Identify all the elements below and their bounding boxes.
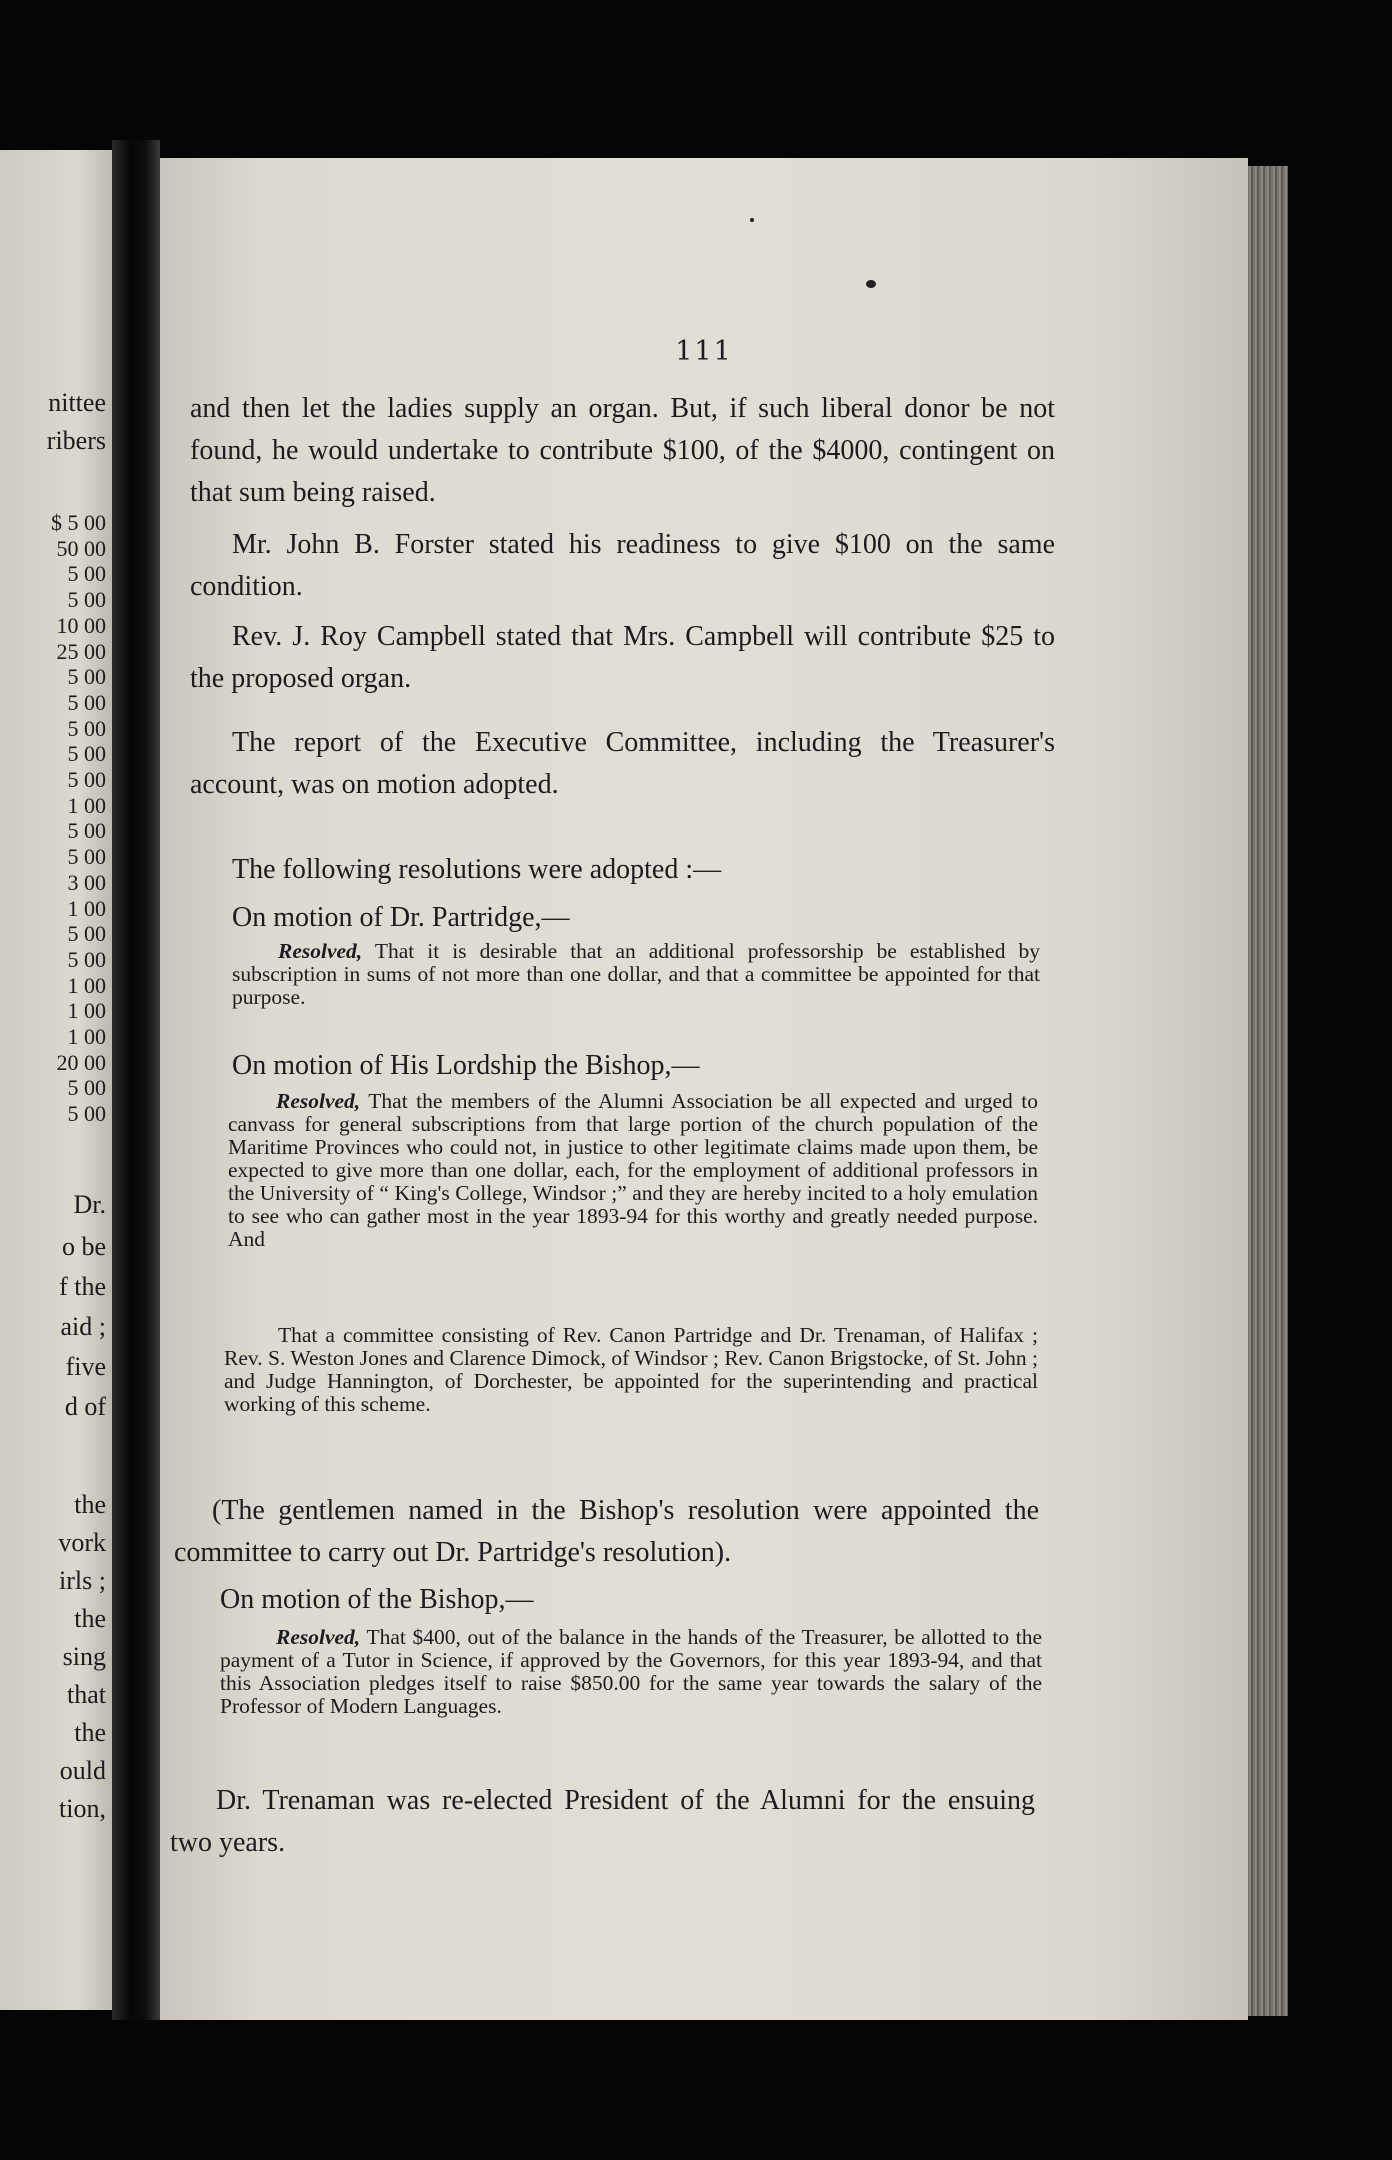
left-amount: 5 00	[67, 689, 106, 715]
left-amount: 5 00	[67, 561, 106, 587]
left-amount: 1 00	[67, 895, 106, 921]
main-page	[160, 158, 1248, 2020]
left-amount: 50 00	[56, 535, 106, 561]
resolution-1-text: That it is desirable that an additional professorship be established by subscription in sums of not more than one dollar, and that a committee be appointed for that purpose.	[232, 939, 1040, 1009]
motion-bishop-2: On motion of the Bishop,—	[220, 1584, 534, 1615]
left-line: five	[65, 1352, 106, 1381]
left-amount: 3 00	[67, 869, 106, 895]
left-line: o be	[61, 1232, 106, 1261]
left-amount: 5 00	[67, 587, 106, 613]
motion-partridge: On motion of Dr. Partridge,—	[232, 902, 570, 933]
left-amount: 25 00	[56, 638, 106, 664]
left-amount: 5 00	[67, 1075, 106, 1101]
paragraph-3: Rev. J. Roy Campbell stated that Mrs. Campbell will contribute $25 to the proposed organ.	[190, 621, 1055, 694]
left-line: aid ;	[60, 1312, 106, 1341]
resolution-2	[228, 1090, 1038, 1251]
resolutions-intro: The following resolutions were adopted :—	[232, 854, 722, 885]
resolution-1	[232, 940, 1040, 1009]
left-line: sing	[62, 1642, 106, 1671]
paragraph-4: The report of the Executive Committee, including the Treasurer's account, was on motion adopted.	[190, 727, 1055, 800]
left-amount: 20 00	[56, 1049, 106, 1075]
left-amount: 5 00	[67, 664, 106, 690]
resolution-2-committee: That a committee consisting of Rev. Canon Partridge and Dr. Trenaman, of Halifax ; Rev. S. Weston Jones and Clarence Dimock, of Windsor ; Rev. Canon Brigstocke, of St. John ; and Judge Hannington, of Dorchester, be appointed for the superintending and practical working of this scheme.	[224, 1323, 1038, 1416]
left-amount: 1 00	[67, 998, 106, 1024]
resolution-2-text: That the members of the Alumni Association be all expected and urged to canvass for general subscriptions from that large portion of the church population of the Maritime Provinces who could not, in justice to other legitimate claims made upon them, be expected to give more than one dollar, each, for the employment of additional professors in the University of “ King's College, Windsor ;” and they are hereby incited to a holy emulation to see who can gather most in the year 1893-94 for this worthy and greatly needed purpose. And	[228, 1089, 1038, 1251]
left-amount: 5 00	[67, 844, 106, 870]
left-amount: 5 00	[67, 921, 106, 947]
paragraph-1: and then let the ladies supply an organ. But, if such liberal donor be not found, he would undertake to contribute $100, of the $4000, contingent on that sum being raised.	[190, 393, 1055, 508]
left-amount: 5 00	[67, 741, 106, 767]
left-line: d of	[64, 1392, 106, 1421]
left-amount: 5 00	[67, 715, 106, 741]
left-line: that	[67, 1680, 106, 1709]
left-line: Dr.	[73, 1190, 106, 1219]
left-amount: 5 00	[67, 1101, 106, 1127]
left-line: f the	[59, 1272, 106, 1301]
paragraph-president: Dr. Trenaman was re-elected President of the Alumni for the ensuing two years.	[170, 1785, 1035, 1858]
page-number: 111	[675, 336, 733, 367]
book-gutter	[112, 140, 160, 2020]
left-amount: 1 00	[67, 792, 106, 818]
motion-bishop: On motion of His Lordship the Bishop,—	[232, 1050, 700, 1081]
left-line: the	[74, 1490, 106, 1519]
left-line: the	[74, 1718, 106, 1747]
resolved-label: Resolved,	[278, 939, 363, 963]
resolution-3	[220, 1626, 1042, 1718]
left-amount: 1 00	[67, 1024, 106, 1049]
left-line: vork	[58, 1528, 106, 1557]
left-amount: 5 00	[67, 946, 106, 972]
left-amount: 1 00	[67, 972, 106, 998]
resolution-3-text: That $400, out of the balance in the hands of the Treasurer, be allotted to the payment of a Tutor in Science, if approved by the Governors, for this year 1893-94, and that this Association pledges itself to raise $850.00 for the same year towards the salary of the Professor of Modern Languages.	[220, 1625, 1042, 1718]
resolved-label: Resolved,	[276, 1625, 361, 1649]
paragraph-2: Mr. John B. Forster stated his readiness to give $100 on the same condition.	[190, 529, 1055, 602]
left-amount: 5 00	[67, 767, 106, 792]
resolved-label: Resolved,	[276, 1089, 361, 1113]
page-edges	[1248, 166, 1288, 2016]
left-amount: $ 5 00	[51, 510, 106, 535]
left-line: the	[74, 1604, 106, 1633]
left-line: nittee	[48, 388, 106, 417]
left-amount: 10 00	[56, 612, 106, 638]
left-facing-page	[0, 150, 112, 2010]
left-line: ould	[59, 1756, 106, 1785]
left-amount: 5 00	[67, 818, 106, 844]
left-line: tion,	[59, 1794, 106, 1823]
left-line: ribers	[46, 426, 106, 455]
paragraph-gentlemen: (The gentlemen named in the Bishop's resolution were appointed the committee to carry out Dr. Partridge's resolution).	[174, 1495, 1039, 1568]
left-line: irls ;	[59, 1566, 106, 1595]
